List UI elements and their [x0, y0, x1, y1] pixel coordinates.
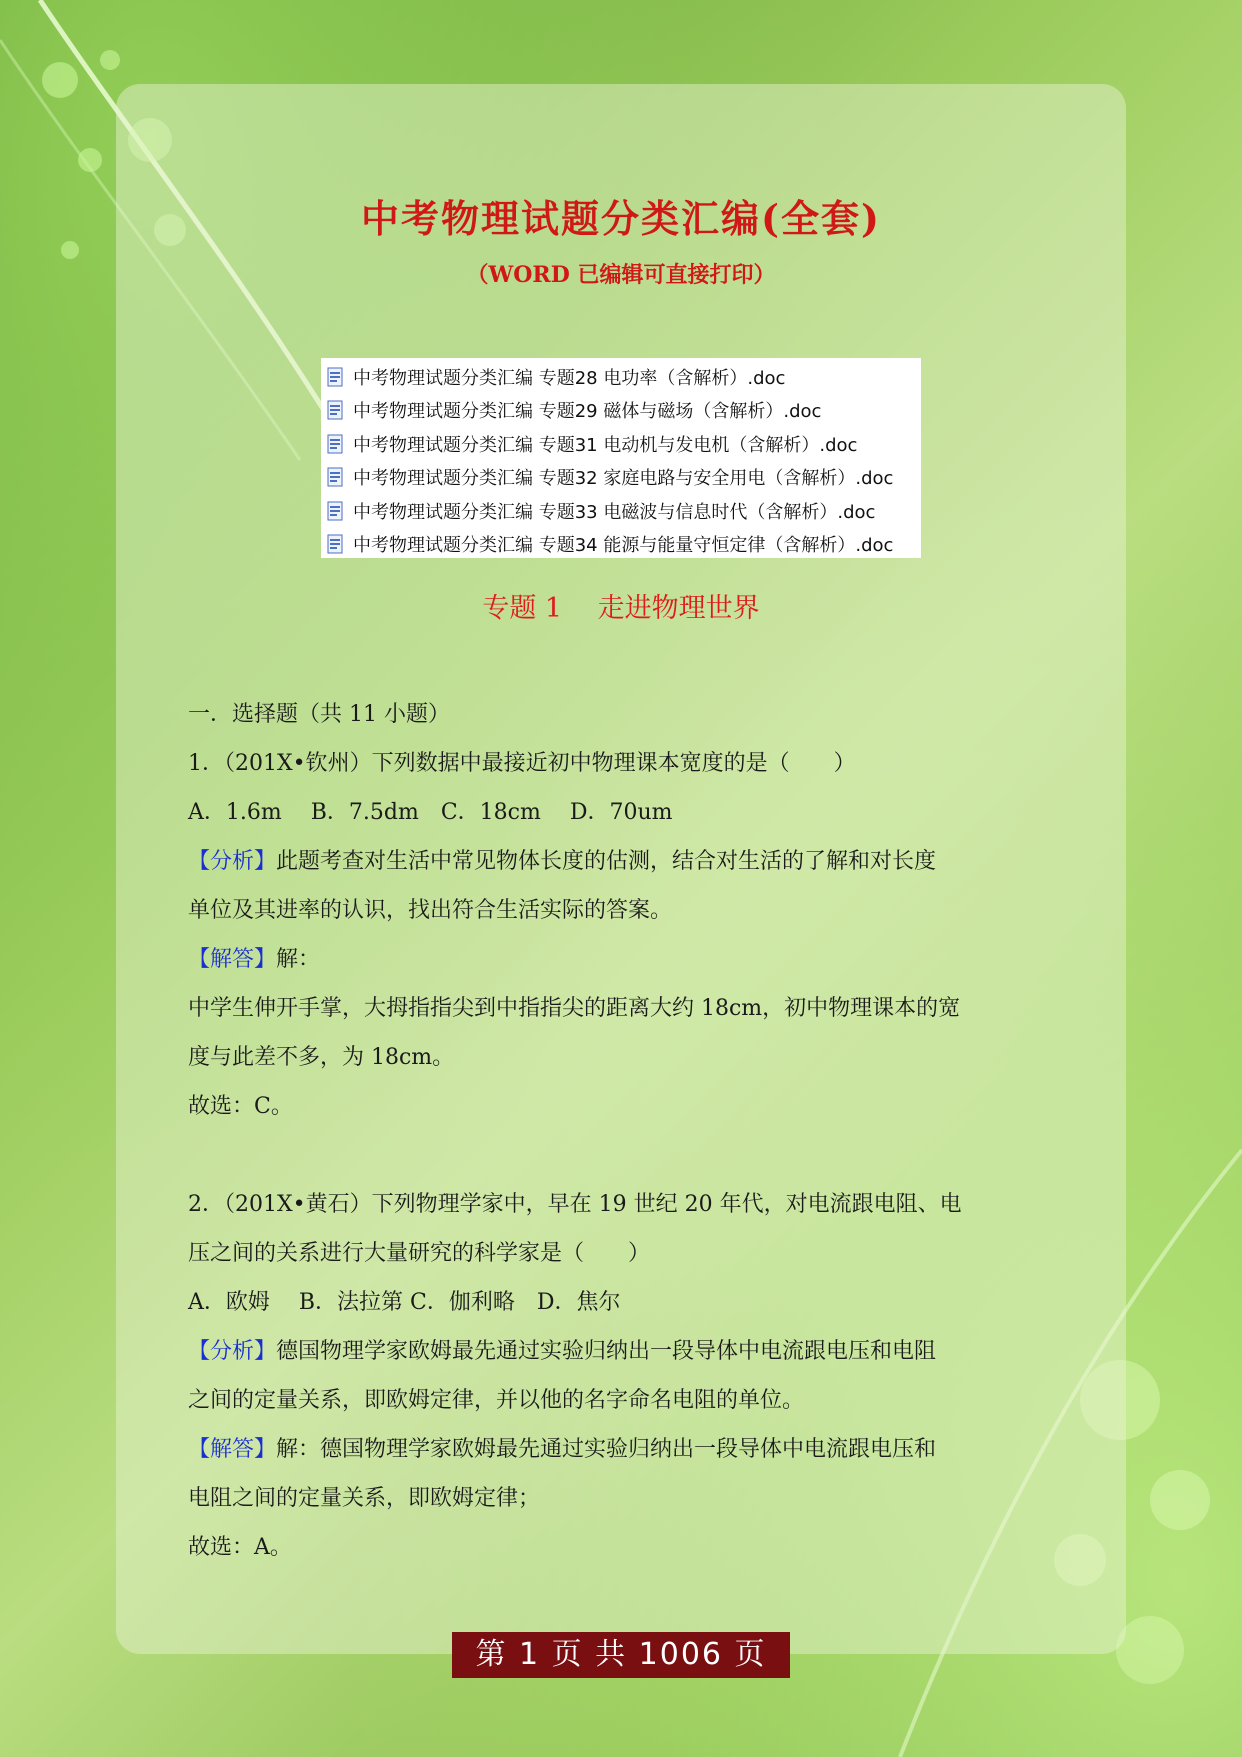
- question-2: 2．（201X•黄石）下列物理学家中，早在 19 世纪 20 年代，对电流跟电阻、电: [188, 1192, 962, 1217]
- document-title: 中考物理试题分类汇编(全套): [361, 196, 881, 241]
- analysis-text: 此题考查对生活中常见物体长度的估测，结合对生活的了解和对长度: [276, 849, 937, 874]
- doc-file-icon: [327, 434, 345, 454]
- file-item[interactable]: [321, 360, 921, 394]
- file-name: 中考物理试题分类汇编 专题32 家庭电路与安全用电（含解析）.doc: [353, 468, 894, 490]
- question-2-choice: 故选：A。: [188, 1535, 292, 1560]
- section-heading: 一．选择题（共 11 小题）: [188, 702, 450, 727]
- question-1-options: A．1.6m B．7.5dm C．18cm D．70um: [188, 800, 673, 825]
- spacer: [188, 1131, 1058, 1180]
- question-1-analysis: [188, 837, 1058, 886]
- analysis-tag: 【分析】: [188, 1339, 277, 1364]
- file-name: 中考物理试题分类汇编 专题33 电磁波与信息时代（含解析）.doc: [353, 501, 876, 523]
- file-item[interactable]: [321, 528, 921, 562]
- file-item[interactable]: [321, 427, 921, 461]
- doc-file-icon: [327, 400, 345, 420]
- question-1-answer: [188, 935, 1058, 984]
- document-body: [188, 690, 1058, 1572]
- doc-file-icon: [327, 367, 345, 387]
- file-item[interactable]: [321, 461, 921, 495]
- question-2-answer-cont: 电阻之间的定量关系，即欧姆定律；: [188, 1486, 541, 1511]
- file-name: 中考物理试题分类汇编 专题28 电功率（含解析）.doc: [353, 367, 786, 389]
- question-1-choice: 故选：C。: [188, 1094, 293, 1119]
- analysis-text: 德国物理学家欧姆最先通过实验归纳出一段导体中电流跟电压和电阻: [276, 1339, 937, 1364]
- file-name: 中考物理试题分类汇编 专题29 磁体与磁场（含解析）.doc: [353, 401, 822, 423]
- file-list: [321, 358, 921, 558]
- answer-text: 解：德国物理学家欧姆最先通过实验归纳出一段导体中电流跟电压和: [276, 1437, 937, 1462]
- question-1-answer-text-cont: 度与此差不多，为 18cm。: [188, 1045, 455, 1070]
- doc-file-icon: [327, 467, 345, 487]
- answer-tag: 【解答】: [188, 947, 277, 972]
- file-name: 中考物理试题分类汇编 专题34 能源与能量守恒定律（含解析）.doc: [353, 535, 894, 557]
- section-title: 专题 1 走进物理世界: [482, 593, 760, 624]
- answer-intro: 解：: [276, 947, 321, 972]
- file-item[interactable]: [321, 394, 921, 428]
- page-footer: 第 1 页 共 1006 页: [452, 1632, 790, 1678]
- question-1: 1．（201X•钦州）下列数据中最接近初中物理课本宽度的是（ ）: [188, 751, 856, 776]
- answer-tag: 【解答】: [188, 1437, 277, 1462]
- question-2-cont: 压之间的关系进行大量研究的科学家是（ ）: [188, 1241, 651, 1266]
- question-2-analysis-cont: 之间的定量关系，即欧姆定律，并以他的名字命名电阻的单位。: [188, 1388, 805, 1413]
- analysis-tag: 【分析】: [188, 849, 277, 874]
- question-1-answer-text: 中学生伸开手掌，大拇指指尖到中指指尖的距离大约 18cm，初中物理课本的宽: [188, 996, 961, 1021]
- question-1-analysis-cont: 单位及其进率的认识，找出符合生活实际的答案。: [188, 898, 673, 923]
- doc-file-icon: [327, 501, 345, 521]
- file-item[interactable]: [321, 494, 921, 528]
- question-2-analysis: [188, 1327, 1058, 1376]
- question-2-options: A．欧姆 B．法拉第 C．伽利略 D．焦尔: [188, 1290, 621, 1315]
- doc-file-icon: [327, 534, 345, 554]
- question-2-answer: [188, 1425, 1058, 1474]
- document-subtitle: （WORD 已编辑可直接打印）: [466, 262, 776, 288]
- file-name: 中考物理试题分类汇编 专题31 电动机与发电机（含解析）.doc: [353, 434, 858, 456]
